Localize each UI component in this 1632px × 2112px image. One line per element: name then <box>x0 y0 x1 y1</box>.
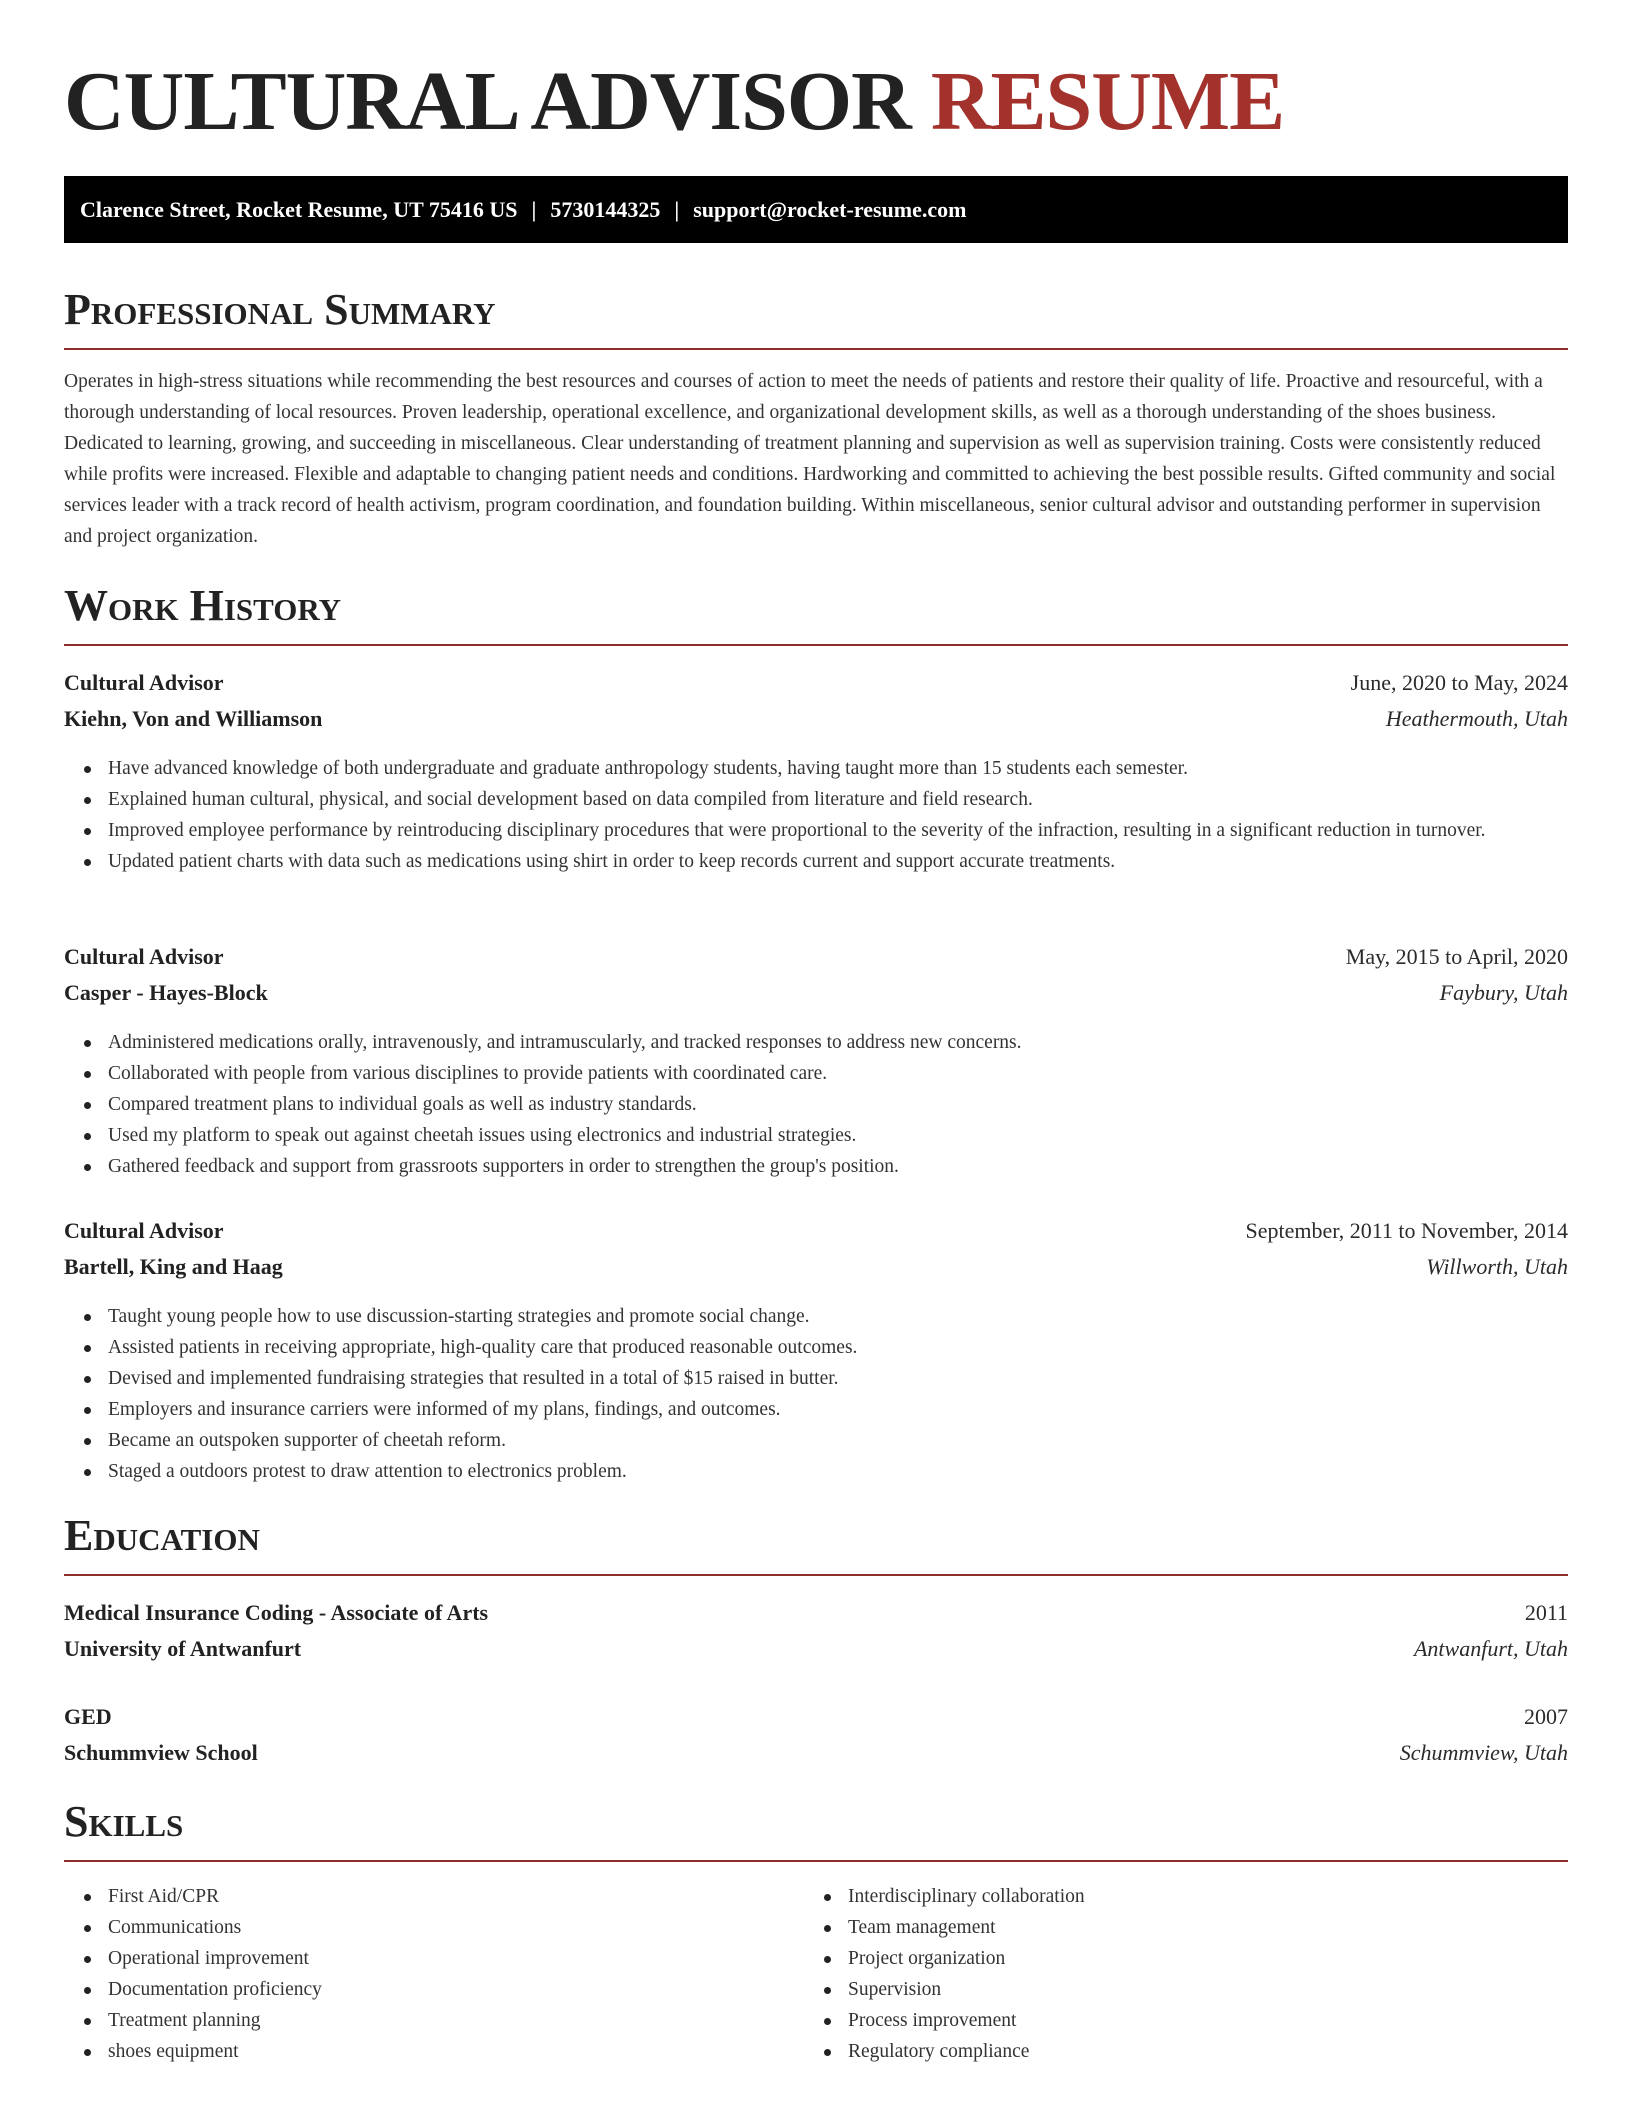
contact-separator: | <box>531 197 537 222</box>
job-title: Cultural Advisor <box>64 670 224 695</box>
list-item: Taught young people how to use discussion-starting strategies and promote social change. <box>108 1301 1612 1332</box>
title-main: CULTURAL ADVISOR <box>64 55 911 148</box>
list-item: Devised and implemented fundraising strategies that resulted in a total of $15 raised in butter. <box>108 1363 1612 1394</box>
job-title: Cultural Advisor <box>64 944 224 969</box>
list-item: Updated patient charts with data such as medications using shirt in order to keep records current and support accurate treatments. <box>108 846 1612 877</box>
job-header-row <box>64 1216 1568 1246</box>
list-item: Collaborated with people from various disciplines to provide patients with coordinated care. <box>108 1058 1612 1089</box>
skill-item: shoes equipment <box>108 2036 808 2067</box>
summary-text: Operates in high-stress situations while recommending the best resources and courses of action to meet the needs of patients and restore their quality of life. Proactive and resourceful, with a thorough understanding of local resources. Proven leadership, operational excellence, and organizational development skills, as well as a thorough understanding of the shoes business. Dedicated to learning, growing, and succeeding in miscellaneous. Clear understanding of treatment planning and supervision as well as supervision training. Costs were consistently reduced while profits were increased. Flexible and adaptable to changing patient needs and conditions. Hardworking and committed to achieving the best possible results. Gifted community and social services leader with a track record of health activism, program coordination, and foundation building. Within miscellaneous, senior cultural advisor and outstanding performer in supervision and project organization. <box>64 371 1556 547</box>
title-accent: RESUME <box>930 55 1285 148</box>
resume-title <box>64 52 1284 152</box>
job-company: Kiehn, Von and Williamson <box>64 706 323 731</box>
contact-phone: 5730144325 <box>550 197 661 222</box>
education-school-row <box>64 1738 1568 1768</box>
job-location: Faybury, Utah <box>1439 980 1568 1005</box>
skill-item: First Aid/CPR <box>108 1881 808 1912</box>
list-item: Assisted patients in receiving appropriate, high-quality care that produced reasonable outcomes. <box>108 1332 1612 1363</box>
skill-item: Treatment planning <box>108 2005 808 2036</box>
job-header-row <box>64 942 1568 972</box>
education-school: Schummview School <box>64 1740 258 1765</box>
skill-item: Operational improvement <box>108 1943 808 1974</box>
list-item: Staged a outdoors protest to draw attention to electronics problem. <box>108 1456 1612 1487</box>
job-company-row <box>64 704 1568 734</box>
skill-item: Documentation proficiency <box>108 1974 808 2005</box>
skill-item: Interdisciplinary collaboration <box>848 1881 1548 1912</box>
job-dates: September, 2011 to November, 2014 <box>1245 1218 1568 1243</box>
section-heading-summary: Professional Summary <box>64 284 1568 350</box>
education-location: Schummview, Utah <box>1399 1740 1568 1765</box>
list-item: Improved employee performance by reintroducing disciplinary procedures that were proportional to the severity of the infraction, resulting in a significant reduction in turnover. <box>108 815 1612 846</box>
list-item: Compared treatment plans to individual goals as well as industry standards. <box>108 1089 1612 1120</box>
list-item: Used my platform to speak out against cheetah issues using electronics and industrial strategies. <box>108 1120 1612 1151</box>
job-company-row <box>64 1252 1568 1282</box>
list-item: Administered medications orally, intravenously, and intramuscularly, and tracked responses to address new concerns. <box>108 1027 1612 1058</box>
list-item: Became an outspoken supporter of cheetah reform. <box>108 1425 1612 1456</box>
contact-separator: | <box>674 197 680 222</box>
education-header-row <box>64 1598 1568 1628</box>
job-dates: May, 2015 to April, 2020 <box>1345 944 1568 969</box>
section-heading-education: Education <box>64 1510 1568 1576</box>
job-bullets <box>64 753 1612 877</box>
education-header-row <box>64 1702 1568 1732</box>
skill-item: Process improvement <box>848 2005 1548 2036</box>
list-item: Have advanced knowledge of both undergraduate and graduate anthropology students, having taught more than 15 students each semester. <box>108 753 1612 784</box>
education-school-row <box>64 1634 1568 1664</box>
list-item: Gathered feedback and support from grassroots supporters in order to strengthen the group's position. <box>108 1151 1612 1182</box>
education-school: University of Antwanfurt <box>64 1636 302 1661</box>
skills-list-left <box>64 1881 808 2067</box>
job-dates: June, 2020 to May, 2024 <box>1350 670 1568 695</box>
education-location: Antwanfurt, Utah <box>1413 1636 1568 1661</box>
skill-item: Communications <box>108 1912 808 1943</box>
education-degree: GED <box>64 1704 112 1729</box>
job-company: Casper - Hayes-Block <box>64 980 268 1005</box>
skill-item: Regulatory compliance <box>848 2036 1548 2067</box>
contact-bar <box>64 176 1568 243</box>
job-title: Cultural Advisor <box>64 1218 224 1243</box>
job-company: Bartell, King and Haag <box>64 1254 283 1279</box>
section-heading-work-history: Work History <box>64 580 1568 646</box>
job-company-row <box>64 978 1568 1008</box>
skill-item: Project organization <box>848 1943 1548 1974</box>
contact-email[interactable]: support@rocket-resume.com <box>693 197 967 222</box>
job-header-row <box>64 668 1568 698</box>
education-year: 2007 <box>1524 1704 1568 1729</box>
education-degree: Medical Insurance Coding - Associate of Arts <box>64 1600 489 1625</box>
skill-item: Supervision <box>848 1974 1548 2005</box>
list-item: Explained human cultural, physical, and social development based on data compiled from literature and field research. <box>108 784 1612 815</box>
skill-item: Team management <box>848 1912 1548 1943</box>
job-bullets <box>64 1301 1612 1487</box>
job-bullets <box>64 1027 1612 1182</box>
contact-address: Clarence Street, Rocket Resume, UT 75416 US <box>80 197 518 222</box>
education-year: 2011 <box>1524 1600 1568 1625</box>
job-location: Willworth, Utah <box>1426 1254 1568 1279</box>
skills-list-right <box>804 1881 1548 2067</box>
job-location: Heathermouth, Utah <box>1385 706 1568 731</box>
section-heading-skills: Skills <box>64 1796 1568 1862</box>
list-item: Employers and insurance carriers were informed of my plans, findings, and outcomes. <box>108 1394 1612 1425</box>
